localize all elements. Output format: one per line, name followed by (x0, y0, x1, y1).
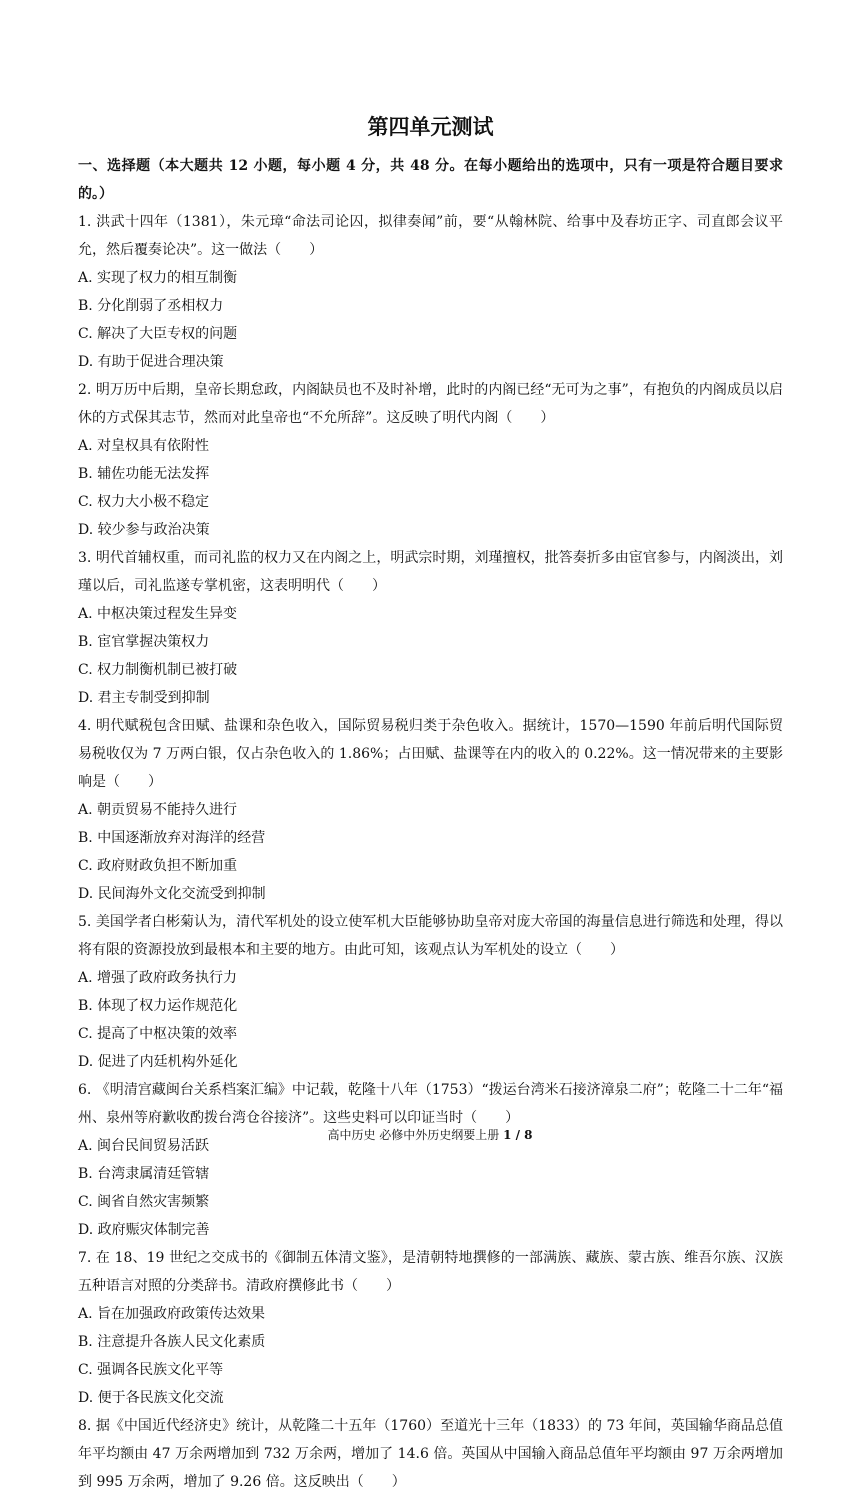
answer-option: C. 政府财政负担不断加重 (78, 858, 238, 874)
question-item (78, 712, 783, 908)
answer-option: D. 民间海外文化交流受到抑制 (78, 886, 266, 902)
question-item (78, 1076, 783, 1244)
question-item (78, 1412, 783, 1496)
answer-option: B. 中国逐渐放弃对海洋的经营 (78, 830, 266, 846)
answer-options (78, 264, 783, 376)
question-stem: 7. 在 18、19 世纪之交成书的《御制五体清文鉴》，是清朝特地撰修的一部满族、藏族、蒙古族、维吾尔族、汉族五种语言对照的分类辞书。清政府撰修此书（ ） (78, 1250, 783, 1294)
answer-option: D. 较少参与政治决策 (78, 522, 210, 538)
question-stem: 6. 《明清宫藏闽台关系档案汇编》中记载，乾隆十八年（1753）“拨运台湾米石接济漳泉二府”；乾隆二十二年“福州、泉州等府歉收酌拨台湾仓谷接济”。这些史料可以印证当时（ ） (78, 1082, 783, 1126)
answer-option: D. 有助于促进合理决策 (78, 354, 224, 370)
answer-option: A. 对皇权具有依附性 (78, 438, 210, 454)
document-page (78, 112, 783, 1496)
answer-options (78, 964, 783, 1076)
page-footer (0, 1127, 860, 1143)
answer-option: A. 朝贡贸易不能持久进行 (78, 802, 238, 818)
answer-option: D. 便于各民族文化交流 (78, 1390, 224, 1406)
answer-option: B. 辅佐功能无法发挥 (78, 466, 210, 482)
answer-options (78, 1300, 783, 1412)
answer-option: B. 台湾隶属清廷管辖 (78, 1166, 210, 1182)
answer-option: B. 体现了权力运作规范化 (78, 998, 238, 1014)
question-stem: 8. 据《中国近代经济史》统计，从乾隆二十五年（1760）至道光十三年（1833）的 73 年间，英国输华商品总值年平均额由 47 万余两增加到 732 万余两，增加了 14.6 倍。英国从中国输入商品总值年平均额由 97 万余两增加到 995 万余两，增加了 9.26 倍。这反映出（ ） (78, 1418, 783, 1490)
answer-option: B. 分化削弱了丞相权力 (78, 298, 224, 314)
answer-option: C. 提高了中枢决策的效率 (78, 1026, 238, 1042)
answer-option: C. 解决了大臣专权的问题 (78, 326, 238, 342)
answer-option: D. 君主专制受到抑制 (78, 690, 210, 706)
question-stem: 2. 明万历中后期，皇帝长期怠政，内阁缺员也不及时补增，此时的内阁已经“无可为之事”，有抱负的内阁成员以启休的方式保其志节，然而对此皇帝也“不允所辞”。这反映了明代内阁（ ） (78, 382, 783, 426)
answer-option: A. 旨在加强政府政策传达效果 (78, 1306, 266, 1322)
answer-option: D. 政府赈灾体制完善 (78, 1222, 210, 1238)
answer-option: C. 强调各民族文化平等 (78, 1362, 224, 1378)
answer-option: A. 实现了权力的相互制衡 (78, 270, 238, 286)
question-stem: 4. 明代赋税包含田赋、盐课和杂色收入，国际贸易税归类于杂色收入。据统计，1570—1590 年前后明代国际贸易税收仅为 7 万两白银，仅占杂色收入的 1.86%；占田赋、盐课等在内的收入的 0.22%。这一情况带来的主要影响是（ ） (78, 718, 783, 790)
footer-text: 高中历史 必修中外历史纲要上册 (327, 1128, 504, 1142)
section-heading: 一、选择题（本大题共 12 小题，每小题 4 分，共 48 分。在每小题给出的选项中，只有一项是符合题目要求的。） (78, 158, 783, 202)
answer-options (78, 600, 783, 712)
answer-option: D. 促进了内廷机构外延化 (78, 1054, 238, 1070)
answer-option: C. 权力大小极不稳定 (78, 494, 210, 510)
answer-option: C. 权力制衡机制已被打破 (78, 662, 238, 678)
answer-option: B. 宦官掌握决策权力 (78, 634, 210, 650)
question-stem: 3. 明代首辅权重，而司礼监的权力又在内阁之上，明武宗时期，刘瑾擅权，批答奏折多由宦官参与，内阁淡出，刘瑾以后，司礼监遂专掌机密，这表明明代（ ） (78, 550, 783, 594)
question-stem: 5. 美国学者白彬菊认为，清代军机处的设立使军机大臣能够协助皇帝对庞大帝国的海量信息进行筛选和处理，得以将有限的资源投放到最根本和主要的地方。由此可知，该观点认为军机处的设立（ ） (78, 914, 783, 958)
answer-options (78, 432, 783, 544)
page-number: 1 / 8 (503, 1128, 533, 1142)
answer-option: A. 闽台民间贸易活跃 (78, 1138, 210, 1154)
question-item (78, 544, 783, 712)
answer-options (78, 1132, 783, 1244)
question-stem: 1. 洪武十四年（1381），朱元璋“命法司论囚，拟律奏闻”前，要“从翰林院、给事中及春坊正字、司直郎会议平允，然后覆奏论决”。这一做法（ ） (78, 214, 783, 258)
question-item (78, 908, 783, 1076)
question-item (78, 1244, 783, 1412)
answer-options (78, 796, 783, 908)
answer-option: B. 注意提升各族人民文化素质 (78, 1334, 266, 1350)
answer-option: A. 中枢决策过程发生异变 (78, 606, 238, 622)
question-list (78, 208, 783, 1496)
answer-option: C. 闽省自然灾害频繁 (78, 1194, 210, 1210)
page-title: 第四单元测试 (367, 114, 494, 139)
question-item (78, 376, 783, 544)
question-item (78, 208, 783, 376)
answer-option: A. 增强了政府政务执行力 (78, 970, 238, 986)
